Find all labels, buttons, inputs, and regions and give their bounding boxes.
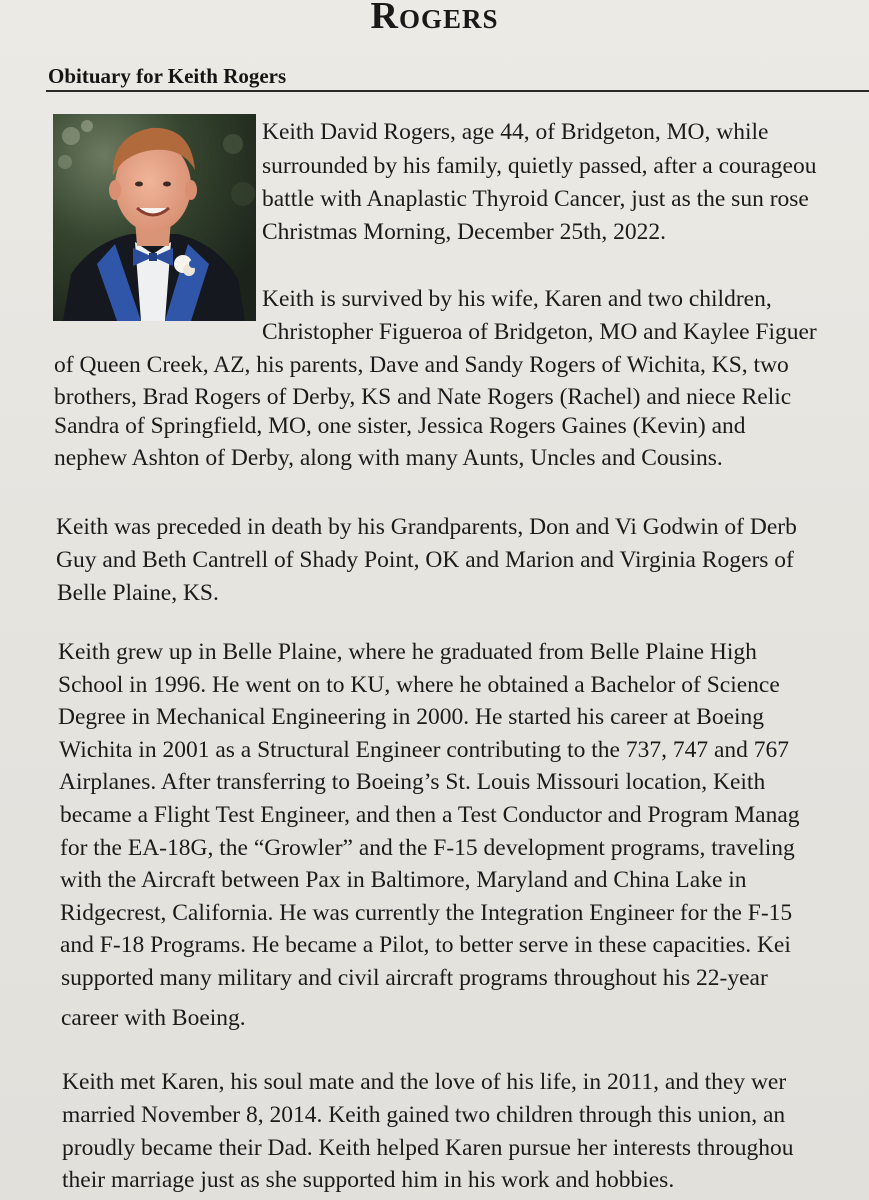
- title-rule: [46, 90, 869, 92]
- body-line: Keith was preceded in death by his Grandparents, Don and Vi Godwin of Derb: [56, 514, 797, 540]
- body-line: battle with Anaplastic Thyroid Cancer, just as the sun rose: [262, 186, 809, 212]
- body-line: for the EA-18G, the “Growler” and the F-15 development programs, traveling: [60, 835, 795, 861]
- body-line: Belle Plaine, KS.: [57, 580, 219, 606]
- body-line: Keith grew up in Belle Plaine, where he graduated from Belle Plaine High: [58, 639, 757, 665]
- body-line: became a Flight Test Engineer, and then a Test Conductor and Program Manag: [60, 802, 800, 828]
- body-line: Airplanes. After transferring to Boeing’s St. Louis Missouri location, Keith: [59, 769, 766, 795]
- body-line: Sandra of Springfield, MO, one sister, Jessica Rogers Gaines (Kevin) and: [54, 413, 746, 439]
- body-line: with the Aircraft between Pax in Baltimore, Maryland and China Lake in: [60, 867, 747, 893]
- body-line: surrounded by his family, quietly passed, after a courageou: [262, 153, 817, 179]
- body-line: supported many military and civil aircraft programs throughout his 22-year: [61, 965, 768, 991]
- body-line: Christopher Figueroa of Bridgeton, MO and Kaylee Figuer: [262, 319, 817, 345]
- body-line: their marriage just as she supported him in his work and hobbies.: [62, 1167, 675, 1193]
- body-line: brothers, Brad Rogers of Derby, KS and Nate Rogers (Rachel) and niece Relic: [54, 384, 792, 410]
- body-line: Wichita in 2001 as a Structural Engineer contributing to the 737, 747 and 767: [59, 737, 790, 763]
- body-line: School in 1996. He went on to KU, where he obtained a Bachelor of Science: [58, 672, 780, 698]
- obituary-title: Obituary for Keith Rogers: [48, 64, 287, 88]
- body-line: married November 8, 2014. Keith gained two children through this union, an: [62, 1102, 786, 1128]
- body-line: career with Boeing.: [61, 1005, 246, 1031]
- body-line: and F-18 Programs. He became a Pilot, to better serve in these capacities. Kei: [60, 932, 791, 958]
- portrait-illustration: [53, 114, 256, 321]
- body-line: Keith David Rogers, age 44, of Bridgeton, MO, while: [262, 119, 769, 145]
- body-line: Christmas Morning, December 25th, 2022.: [262, 219, 667, 245]
- body-line: proudly became their Dad. Keith helped Karen pursue her interests throughou: [62, 1135, 794, 1161]
- body-line: Keith is survived by his wife, Karen and two children,: [262, 286, 772, 312]
- portrait-photo: [53, 114, 256, 321]
- body-line: Guy and Beth Cantrell of Shady Point, OK and Marion and Virginia Rogers of: [56, 547, 794, 573]
- body-line: Keith met Karen, his soul mate and the love of his life, in 2011, and they wer: [62, 1069, 787, 1095]
- body-line: Ridgecrest, California. He was currently the Integration Engineer for the F-15: [60, 900, 793, 926]
- body-line: Degree in Mechanical Engineering in 2000. He started his career at Boeing: [58, 704, 765, 730]
- surname-heading: Rogers: [370, 0, 499, 37]
- body-line: nephew Ashton of Derby, along with many Aunts, Uncles and Cousins.: [54, 445, 723, 471]
- body-line: of Queen Creek, AZ, his parents, Dave and Sandy Rogers of Wichita, KS, two: [54, 352, 789, 378]
